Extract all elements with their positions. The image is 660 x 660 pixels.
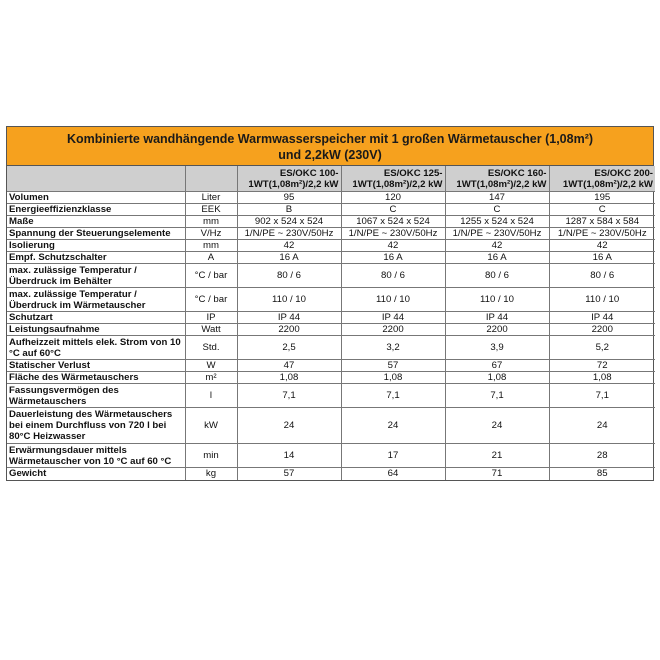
row-unit: V/Hz — [185, 228, 237, 240]
row-label: Maße — [7, 216, 185, 228]
table-row — [7, 444, 655, 468]
row-value: 7,1 — [237, 384, 341, 408]
row-value: 2200 — [341, 324, 445, 336]
table-row — [7, 372, 655, 384]
row-unit: Watt — [185, 324, 237, 336]
row-value: 2200 — [237, 324, 341, 336]
row-label: Fassungsvermögen des Wärmetauschers — [7, 384, 185, 408]
row-value: 14 — [237, 444, 341, 468]
row-value: 72 — [549, 360, 655, 372]
row-value: 147 — [445, 192, 549, 204]
row-value: 1,08 — [445, 372, 549, 384]
row-value: 42 — [549, 240, 655, 252]
row-value: 71 — [445, 468, 549, 480]
row-label: Isolierung — [7, 240, 185, 252]
row-label: Aufheizzeit mittels elek. Strom von 10 °C auf 60°C — [7, 336, 185, 360]
header-blank-unit — [185, 166, 237, 192]
row-unit: m² — [185, 372, 237, 384]
row-value: 16 A — [237, 252, 341, 264]
table-row — [7, 204, 655, 216]
row-value: 120 — [341, 192, 445, 204]
column-header-100: ES/OKC 100- 1WT(1,08m²)/2,2 kW — [237, 166, 341, 192]
row-value: 67 — [445, 360, 549, 372]
row-value: 80 / 6 — [445, 264, 549, 288]
row-value: 16 A — [549, 252, 655, 264]
column-header-200: ES/OKC 200- 1WT(1,08m²)/2,2 kW — [549, 166, 655, 192]
table-row — [7, 324, 655, 336]
row-value: IP 44 — [237, 312, 341, 324]
row-unit: °C / bar — [185, 264, 237, 288]
row-value: C — [549, 204, 655, 216]
row-value: 2200 — [445, 324, 549, 336]
row-value: IP 44 — [341, 312, 445, 324]
row-value: 85 — [549, 468, 655, 480]
row-label: Fläche des Wärmetauschers — [7, 372, 185, 384]
row-value: 1255 x 524 x 524 — [445, 216, 549, 228]
row-label: Spannung der Steuerungselemente — [7, 228, 185, 240]
row-value: IP 44 — [445, 312, 549, 324]
row-value: 1287 x 584 x 584 — [549, 216, 655, 228]
row-value: 1/N/PE ~ 230V/50Hz — [445, 228, 549, 240]
row-value: 57 — [237, 468, 341, 480]
row-label: Gewicht — [7, 468, 185, 480]
row-label: Statischer Verlust — [7, 360, 185, 372]
row-label: Dauerleistung des Wärmetauschers bei einem Durchfluss von 720 l bei 80°C Heizwasser — [7, 408, 185, 444]
row-label: Erwärmungsdauer mittels Wärmetauscher von 10 °C auf 60 °C — [7, 444, 185, 468]
table-row — [7, 312, 655, 324]
row-value: 902 x 524 x 524 — [237, 216, 341, 228]
header-blank-label — [7, 166, 185, 192]
row-value: 42 — [341, 240, 445, 252]
row-value: 24 — [445, 408, 549, 444]
row-value: 16 A — [341, 252, 445, 264]
table-row — [7, 240, 655, 252]
row-unit: W — [185, 360, 237, 372]
row-value: 7,1 — [445, 384, 549, 408]
table-row — [7, 384, 655, 408]
row-value: 24 — [237, 408, 341, 444]
row-value: IP 44 — [549, 312, 655, 324]
column-header-160: ES/OKC 160- 1WT(1,08m²)/2,2 kW — [445, 166, 549, 192]
row-value: 7,1 — [549, 384, 655, 408]
row-value: C — [341, 204, 445, 216]
row-unit: EEK — [185, 204, 237, 216]
row-value: 110 / 10 — [341, 288, 445, 312]
row-value: 3,2 — [341, 336, 445, 360]
table-row — [7, 408, 655, 444]
row-value: 80 / 6 — [549, 264, 655, 288]
row-value: 42 — [237, 240, 341, 252]
table-row — [7, 360, 655, 372]
table-row — [7, 288, 655, 312]
row-value: 24 — [549, 408, 655, 444]
row-value: 64 — [341, 468, 445, 480]
row-value: 1/N/PE ~ 230V/50Hz — [549, 228, 655, 240]
row-unit: kg — [185, 468, 237, 480]
row-unit: Std. — [185, 336, 237, 360]
column-header-125: ES/OKC 125- 1WT(1,08m²)/2,2 kW — [341, 166, 445, 192]
row-label: Leistungsaufnahme — [7, 324, 185, 336]
row-value: 42 — [445, 240, 549, 252]
row-unit: IP — [185, 312, 237, 324]
row-value: 110 / 10 — [237, 288, 341, 312]
table-row — [7, 468, 655, 480]
row-value: 1/N/PE ~ 230V/50Hz — [237, 228, 341, 240]
table-title: Kombinierte wandhängende Warmwasserspeicher mit 1 großen Wärmetauscher (1,08m²) und 2,2kW (230V) — [7, 127, 653, 166]
row-unit: min — [185, 444, 237, 468]
row-value: 7,1 — [341, 384, 445, 408]
row-value: 5,2 — [549, 336, 655, 360]
row-value: 95 — [237, 192, 341, 204]
row-value: 110 / 10 — [549, 288, 655, 312]
row-value: 80 / 6 — [341, 264, 445, 288]
row-value: 3,9 — [445, 336, 549, 360]
row-unit: °C / bar — [185, 288, 237, 312]
row-value: 47 — [237, 360, 341, 372]
row-value: 17 — [341, 444, 445, 468]
table-row — [7, 336, 655, 360]
table-row — [7, 252, 655, 264]
table-row — [7, 264, 655, 288]
table-row — [7, 228, 655, 240]
row-value: 80 / 6 — [237, 264, 341, 288]
row-label: max. zulässige Temperatur / Überdruck im Behälter — [7, 264, 185, 288]
header-row — [7, 166, 655, 192]
row-label: Schutzart — [7, 312, 185, 324]
row-value: B — [237, 204, 341, 216]
row-label: Energieeffizienzklasse — [7, 204, 185, 216]
row-value: 24 — [341, 408, 445, 444]
row-value: 1,08 — [341, 372, 445, 384]
table-row — [7, 192, 655, 204]
row-unit: A — [185, 252, 237, 264]
spec-table — [7, 166, 655, 480]
row-value: 1,08 — [549, 372, 655, 384]
row-unit: mm — [185, 240, 237, 252]
row-value: 1,08 — [237, 372, 341, 384]
row-unit: mm — [185, 216, 237, 228]
row-value: 2200 — [549, 324, 655, 336]
spec-sheet — [6, 126, 654, 481]
row-value: 28 — [549, 444, 655, 468]
row-value: 57 — [341, 360, 445, 372]
row-value: 1067 x 524 x 524 — [341, 216, 445, 228]
row-label: max. zulässige Temperatur / Überdruck im Wärmetauscher — [7, 288, 185, 312]
row-label: Volumen — [7, 192, 185, 204]
row-value: 110 / 10 — [445, 288, 549, 312]
table-row — [7, 216, 655, 228]
row-value: 16 A — [445, 252, 549, 264]
row-value: 21 — [445, 444, 549, 468]
row-value: C — [445, 204, 549, 216]
row-value: 1/N/PE ~ 230V/50Hz — [341, 228, 445, 240]
row-unit: kW — [185, 408, 237, 444]
row-value: 2,5 — [237, 336, 341, 360]
row-label: Empf. Schutzschalter — [7, 252, 185, 264]
row-value: 195 — [549, 192, 655, 204]
row-unit: Liter — [185, 192, 237, 204]
row-unit: l — [185, 384, 237, 408]
